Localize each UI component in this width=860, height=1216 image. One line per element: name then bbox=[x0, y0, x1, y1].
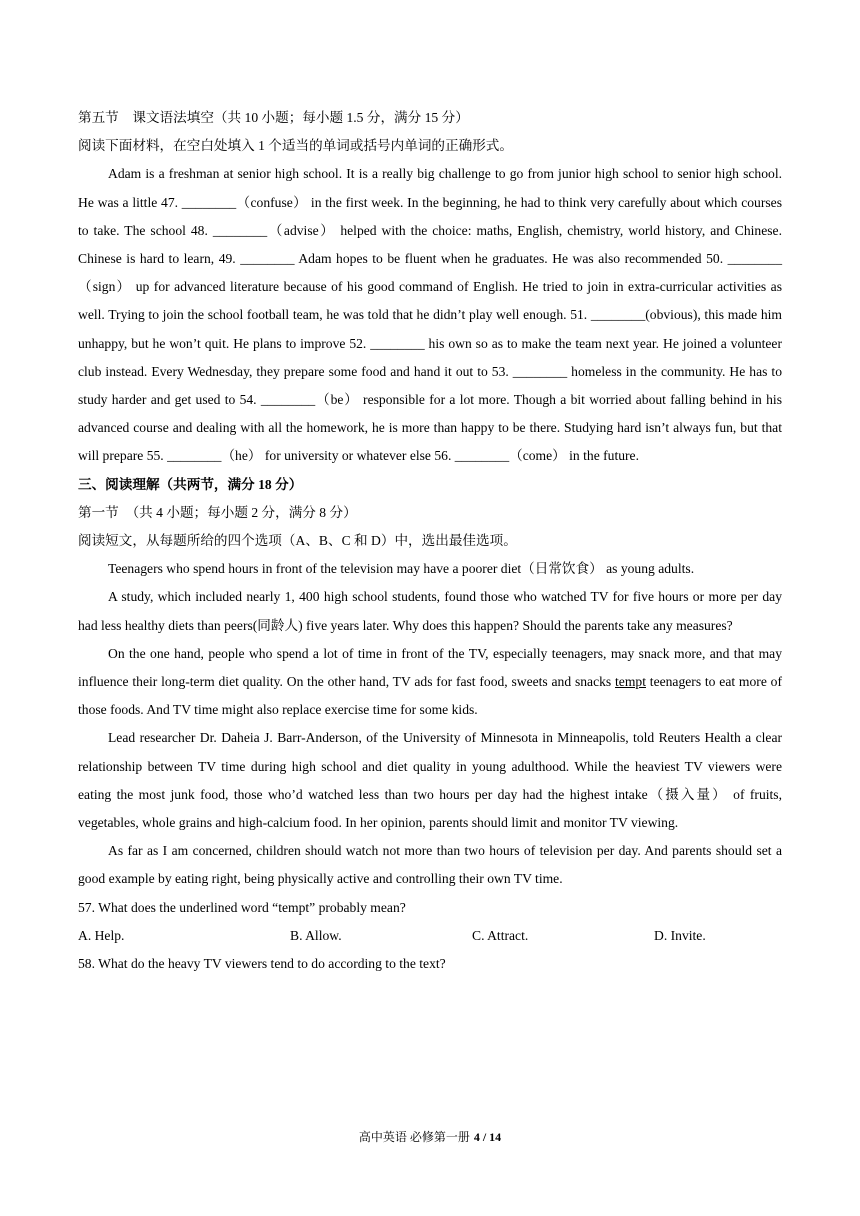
footer-title: 高中英语 必修第一册 bbox=[358, 1130, 470, 1144]
option-c: C. Attract. bbox=[472, 927, 529, 943]
page-number: 4 / 14 bbox=[473, 1130, 502, 1144]
section5-instruction: 阅读下面材料，在空白处填入 1 个适当的单词或括号内单词的正确形式。 bbox=[78, 138, 513, 154]
part3-heading: 三、阅读理解（共两节，满分 18 分） bbox=[78, 476, 303, 492]
underlined-word-tempt: tempt bbox=[615, 674, 646, 690]
option-d: D. Invite. bbox=[654, 927, 706, 943]
reading-paragraph-4: Lead researcher Dr. Daheia J. Barr-Anderson, of the University of Minnesota in Minneapolis, told Reuters Health a clear relationship between TV time during high school and diet quality in young adulthood. While the heaviest TV viewers were eating the most junk food, those who’d watched less than two hours per day had the highest intake（摄入量） of fruits, vegetables, whole grains and high-calcium food. In her opinion, parents should limit and monitor TV viewing. bbox=[78, 730, 782, 831]
question-58: 58. What do the heavy TV viewers tend to do according to the text? bbox=[78, 956, 446, 972]
reading-paragraph-5: As far as I am concerned, children should watch not more than two hours of television per day. And parents should set a good example by eating right, being physically active and controlling their own TV time. bbox=[78, 843, 782, 887]
reading-paragraph-3 bbox=[78, 640, 782, 725]
part3-section1-heading: 第一节 （共 4 小题；每小题 2 分，满分 8 分） bbox=[78, 504, 357, 520]
question-57-options bbox=[78, 922, 782, 950]
page-footer bbox=[0, 1128, 860, 1145]
question-57: 57. What does the underlined word “tempt” probably mean? bbox=[78, 899, 406, 915]
option-a: A. Help. bbox=[78, 927, 125, 943]
reading-paragraph-2: A study, which included nearly 1, 400 high school students, found those who watched TV for five hours or more per day had less healthy diets than peers(同龄人) five years later. Why does this happen? Should the parents take any measures? bbox=[78, 589, 782, 633]
reading-paragraph-1: Teenagers who spend hours in front of the television may have a poorer diet（日常饮食） as young adults. bbox=[108, 561, 695, 577]
paragraph-3-text-after: teenagers to eat more of those foods. And TV time might also replace exercise time for some kids. bbox=[78, 674, 782, 718]
cloze-passage: Adam is a freshman at senior high school. It is a really big challenge to go from junior high school to senior high school. He was a little 47. ________（confuse） in the first week. In the beginning, he had to think very carefully about which courses to take. The school 48. ________（advise） helped with the choice: maths, English, chemistry, world history, and Chinese. Chinese is hard to learn, 49. ________ Adam hopes to be fluent when he graduates. He was also recommended 50. ________（sign） up for advanced literature because of his good command of English. He tried to join in extra-curricular activities as well. Trying to join the school football team, he was told that he didn’t play well enough. 51. ________(obvious), this made him unhappy, but he won’t quit. He plans to improve 52. ________ his own so as to make the team next year. He joined a volunteer club instead. Every Wednesday, they prepare some food and hand it out to 53. ________ homeless in the community. He has to study harder and get used to 54. ________（be） responsible for a lot more. Though a bit worried about falling behind in his advanced course and dealing with all the homework, he is more than happy to be there. Studying hard isn’t always fun, but that will prepare 55. ________（he） for university or whatever else 56. ________（come） in the future. bbox=[78, 166, 782, 464]
paragraph-3-text-before: On the one hand, people who spend a lot of time in front of the TV, especially teenagers, may snack more, and that may influence their long-term diet quality. On the other hand, TV ads for fast food, sweets and snacks bbox=[78, 645, 782, 690]
page-content bbox=[78, 104, 782, 978]
section5-heading: 第五节 课文语法填空（共 10 小题；每小题 1.5 分，满分 15 分） bbox=[78, 110, 469, 125]
part3-instruction: 阅读短文，从每题所给的四个选项（A、B、C 和 D）中，选出最佳选项。 bbox=[78, 533, 517, 549]
option-b: B. Allow. bbox=[290, 927, 342, 943]
